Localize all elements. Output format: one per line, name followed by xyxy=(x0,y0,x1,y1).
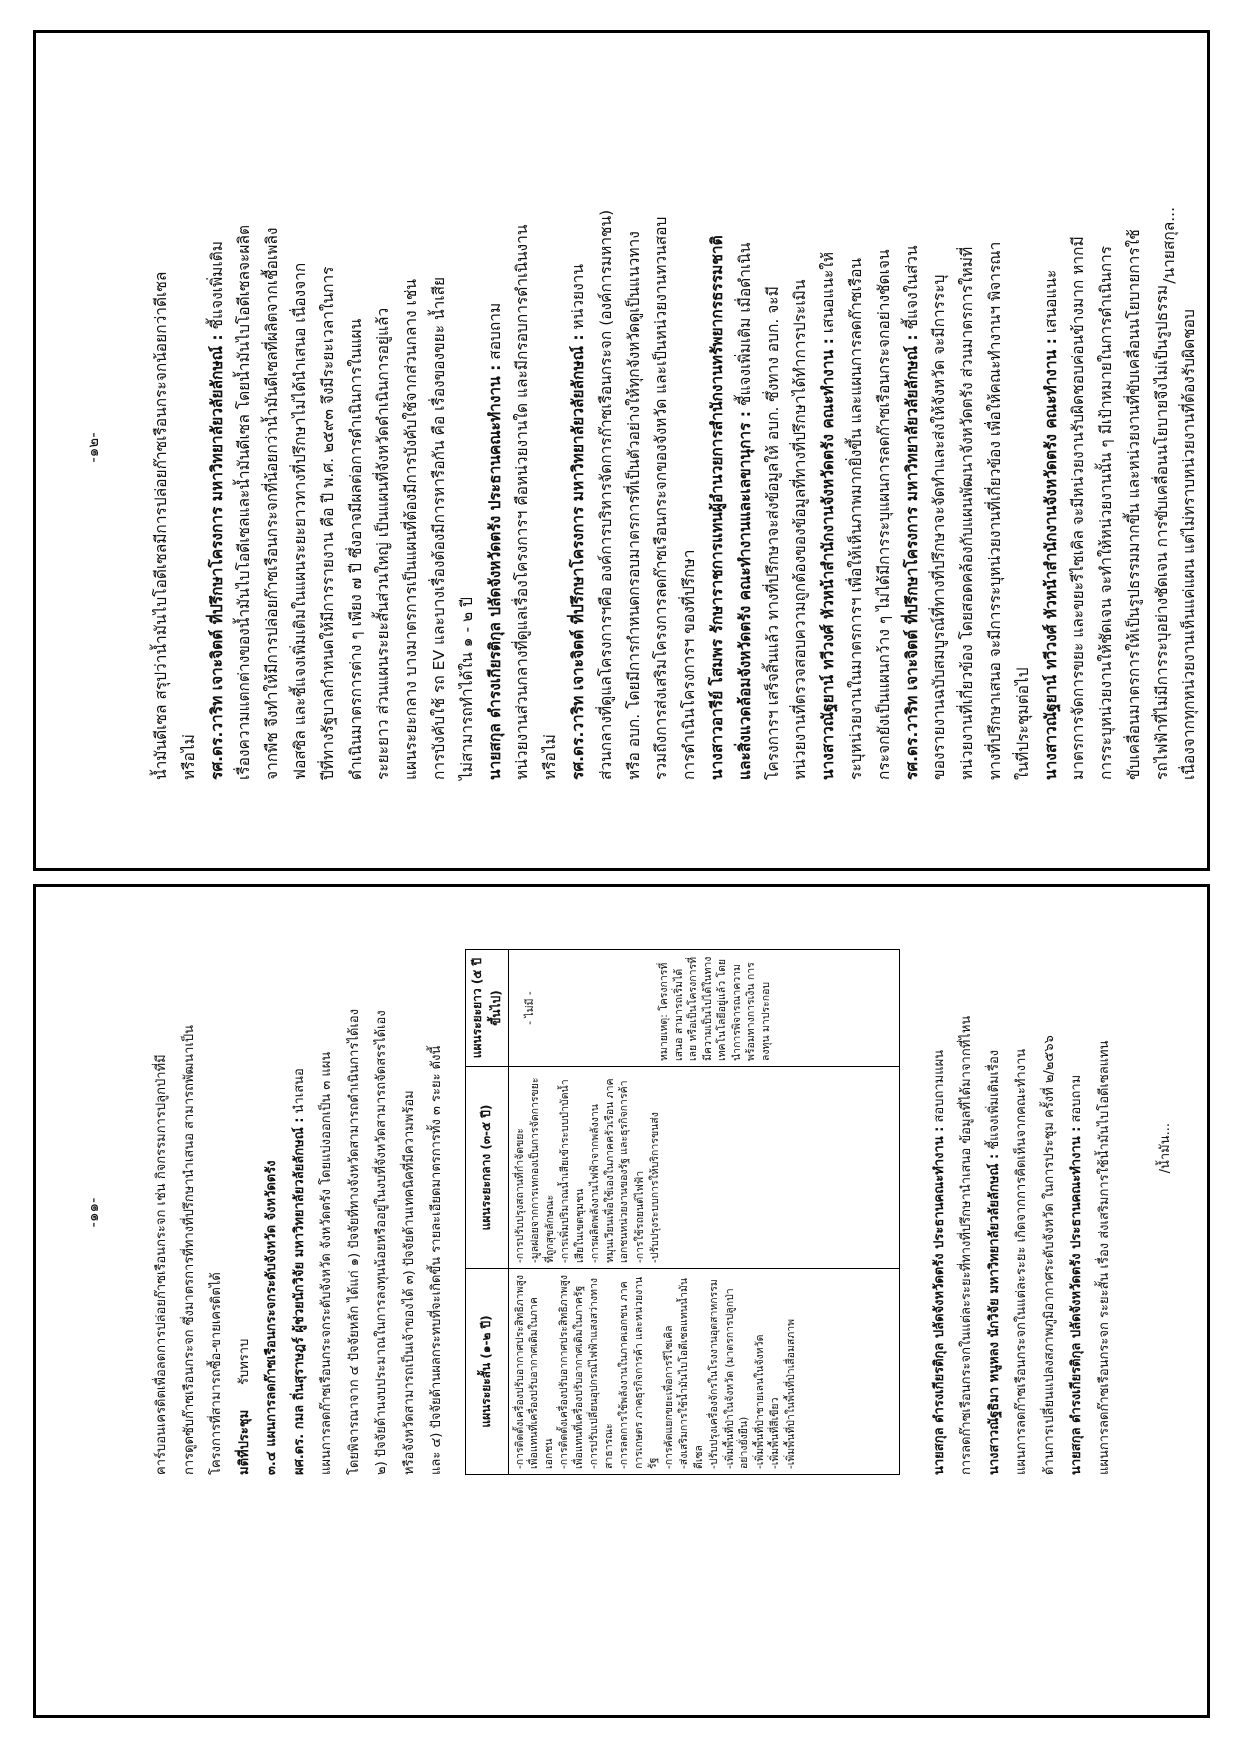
measure-item: -เพิ่มพื้นที่สีเขียว xyxy=(769,1397,781,1469)
text-line: เนื่องจากทุกหน่วยงานเห็นแค่แผน แต่ไม่ทราบหน่วยงานที่ต้องรับผิดชอบ xyxy=(1180,309,1199,780)
speaker-name: มติที่ประชุม xyxy=(236,1409,252,1475)
text-line: ทางที่ปรึกษาเสนอ จะมีการระบุหน่วยงานที่เกี่ยวข้อง เพื่อให้คณะทำงานฯ พิจารณา xyxy=(985,241,1004,780)
text-line: คาร์บอนเครดิตเพื่อลดการปล่อยก๊าซเรือนกระจก เช่น กิจกรรมการปลูกป่าที่มี xyxy=(154,1054,169,1475)
long-term-measures-cell xyxy=(508,950,899,1067)
text-line: หน่วยงานส่วนกลางที่ดูแลเรื่องโครงการฯ คือหน่วยงานใด และมีกรอบการดำเนินงาน xyxy=(513,224,532,780)
text-line: ดำเนินมาตรการต่าง ๆ เพียง ๗ ปี ซึ่งอาจมีผลต่อการดำเนินการในแผน xyxy=(346,318,365,780)
speaker-name: นางสาวณัฐยาน์ ทวีวงศ์ หัวหน้าสำนักงานจังหวัดตรัง คณะทำงาน : xyxy=(1041,338,1060,780)
text-line: หน่วยงานที่เกี่ยวข้อง โดยสอดคล้องกับแผนพัฒนาจังหวัดตรัง ส่วนมาตรการใหม่ที่ xyxy=(958,246,977,780)
no-data-label: - ไม่มี - xyxy=(523,991,536,1025)
page-number: -๑๑- xyxy=(84,1197,102,1228)
speaker-name: และสิ่งแวดล้อมจังหวัดตรัง คณะทำงานและเลขานุการ : xyxy=(735,411,754,780)
speaker-line: รศ.ดร.วาริท เจาะจิตต์ ที่ปรึกษาโครงการ มหาวิทยาลัยวลัยลักษณ์ : ชี้แจงเพิ่มเติม xyxy=(207,241,226,780)
scanned-page-12 xyxy=(33,30,1210,871)
text-line: โดยพิจารณาจาก ๔ ปัจจัยหลัก ได้แก่ ๑) ปัจจัยที่ทางจังหวัดสามารถดำเนินการได้เอง xyxy=(346,1008,362,1475)
table-header-row xyxy=(465,950,508,1475)
measure-item: -การปรับเปลี่ยนอุปกรณ์ไฟฟ้าแสงสว่างทางสาธารณะ xyxy=(588,1278,615,1469)
column-header-medium-term: แผนระยะกลาง (๓-๕ ปี) xyxy=(465,1067,508,1269)
text-line: การบังคับใช้ รถ EV และบางเรื่องต้องมีการหารือกัน คือ เรื่องของขยะ น้ำเสีย xyxy=(429,276,448,780)
text-line: การลดก๊าซเรือนกระจกในแต่ละระยะที่ทางที่ปรึกษานำเสนอ ข้อมูลที่ได้มาจากที่ไหน xyxy=(959,1015,974,1475)
speaker-name: นางสาวอารีย์ โสมพร รักษาราชการแทนผู้อำนวยการสำนักงานทรัพยากรธรรมชาติ xyxy=(707,235,726,780)
text-line: ระบุหน่วยงานในมาตรการฯ เพื่อให้เห็นภาพมากยิ่งขึ้น และแผนการลดก๊าซเรือน xyxy=(846,257,865,780)
column-header-short-term: แผนระยะสั้น (๑-๒ ปี) xyxy=(465,1269,508,1475)
measure-item: -มูลฝอยจากการเทกองเป็นการจัดการขยะที่ถูกสุขลักษณะ xyxy=(529,1077,556,1263)
text-line: ขับเคลื่อนมาตรการให้เป็นรูปธรรมมากขึ้น และหน่วยงานที่ขับเคลื่อนนโยบายการใช้ xyxy=(1124,229,1143,780)
speaker-name: รศ.ดร.วาริท เจาะจิตต์ ที่ปรึกษาโครงการ มหาวิทยาลัยวลัยลักษณ์ : xyxy=(568,334,587,780)
speaker-line: รศ.ดร.วาริท เจาะจิตต์ ที่ปรึกษาโครงการ มหาวิทยาลัยวลัยลักษณ์ : หน่วยงาน xyxy=(568,264,587,780)
measure-item: -เพิ่มพื้นที่ป่าในพื้นที่ป่าเสื่อมสภาพ xyxy=(784,1318,797,1469)
page-11-text-block-after-table xyxy=(926,950,1119,1475)
text-line: เรื่องความแตกต่างของน้ำมันไบโอดีเซลและน้ำมันดีเซล โดยน้ำมันไบโอดีเซลจะผลิต xyxy=(235,224,254,780)
speaker-name: ผศ.ดร. กมล ถิ่นสุราษฎร์ ผู้ช่วยนักวิจัย มหาวิทยาลัยวลัยลักษณ์ : xyxy=(291,1117,307,1475)
text-line: และ ๔) ปัจจัยด้านผลกระทบที่จะเกิดขึ้น รายละเอียดมาตรการทั้ง ๓ ระยะ ดังนี้ xyxy=(429,1045,444,1475)
speaker-name: นายสกุล ดำรงเกียรติกุล ปลัดจังหวัดตรัง ประธานคณะทำงาน : xyxy=(1069,1126,1084,1475)
measure-item: -ส่งเสริมการใช้น้ำมันไบโอดีเซลแทนน้ำมันดีเซล xyxy=(678,1277,705,1469)
measure-item: -การติดตั้งเครื่องปรับอากาศประสิทธิภาพสูง เพื่อแทนที่เครื่องปรับอากาศเดิมในภาครัฐ xyxy=(558,1275,585,1469)
text-line: ในที่ประชุมต่อไป xyxy=(1013,667,1032,780)
text-line: ๒) ปัจจัยด้านงบประมาณในการลงทุนน้อยหรืออยู่ในงบที่จังหวัดสามารถจัดสรรได้เอง xyxy=(374,1010,389,1475)
page-11-rotated-content xyxy=(36,887,1207,1715)
text-line: โครงการที่สามารถซื้อ-ขายเครดิตได้ xyxy=(209,1272,224,1475)
speaker-name: รศ.ดร.วาริท เจาะจิตต์ ที่ปรึกษาโครงการ มหาวิทยาลัยวลัยลักษณ์ : xyxy=(207,334,226,780)
measure-item: -การลดการใช้พลังงานในภาคเอกชน ภาคการเกษตร ภาคธุรกิจการค้า และหน่วยงานรัฐ xyxy=(618,1276,659,1469)
measure-item: -เพิ่มพื้นที่ป่าในจังหวัด (มาตรการปลูกป่าอย่างยั่งยืน) xyxy=(723,1288,750,1469)
speaker-line: นายสกุล ดำรงเกียรติกุล ปลัดจังหวัดตรัง ประธานคณะทำงาน : สอบถาม xyxy=(485,302,504,780)
text-line: ไม่สามารถทำได้ใน ๑ - ๒ ปี xyxy=(457,597,476,780)
text-line: การระบุหน่วยงานให้ชัดเจน จะทำให้หน่วยงานนั้น ๆ มีเป้าหมายในการดำเนินการ xyxy=(1097,245,1116,780)
page-12-text-block xyxy=(148,115,1204,780)
speaker-line: นางสาวณัฐธิมา หนูหลง นักวิจัย มหาวิทยาลัยวลัยลักษณ์ : ชี้แจงเพิ่มเติมเรื่อง xyxy=(986,1049,1002,1475)
speaker-name: นางสาวณัฐยาน์ ทวีวงศ์ หัวหน้าสำนักงานจังหวัดตรัง คณะทำงาน : xyxy=(819,338,838,780)
text-line: รวมถึงการส่งเสริมโครงการลดก๊าซเรือนกระจกของจังหวัด และเป็นหน่วยงานทวนสอบ xyxy=(652,216,671,780)
speaker-line: นายสกุล ดำรงเกียรติกุล ปลัดจังหวัดตรัง ประธานคณะทำงาน : สอบถาม xyxy=(1069,1074,1084,1475)
page-number: -๑๒- xyxy=(84,432,102,463)
speaker-line: นายสกุล ดำรงเกียรติกุล ปลัดจังหวัดตรัง ประธานคณะทำงาน : สอบถามแผน xyxy=(931,1049,947,1475)
text-line: หรือไม่ xyxy=(541,734,560,780)
text-line: โครงการฯ เสร็จสิ้นแล้ว ทางที่ปรึกษาจะส่งข้อมูลให้ อบก. ซึ่งทาง อบก. จะมี xyxy=(763,286,782,780)
speaker-line: มติที่ประชุม รับทราบ xyxy=(236,1338,252,1475)
text-line: หรือ อบก. โดยมีการกำหนดกรอบมาตรการที่เป็นตัวอย่างให้ทุกจังหวัดดูเป็นแนวทาง xyxy=(624,231,643,780)
text-line: ปีที่ทางรัฐบาลกำหนดให้มีการรายงาน คือ ปี พ.ศ. ๒๕๙๓ จึงมีระยะเวลาในการ xyxy=(318,266,337,780)
speaker-line xyxy=(704,115,732,780)
text-line: การดูดซับก๊าซเรือนกระจก ซึ่งมาตรการที่ทางที่ปรึกษานำเสนอ สามารถพัฒนาเป็น xyxy=(181,1024,197,1475)
text-line: หรือไม่ xyxy=(179,734,198,780)
measure-item: -การคัดแยกขยะเพื่อการรีไซเคิล xyxy=(662,1325,675,1469)
text-line: แผนการลดก๊าซเรือนกระจก ระยะสั้น เรื่อง ส่งเสริมการใช้น้ำมันไบโอดีเซลแทน xyxy=(1096,1040,1112,1475)
scanned-page-11 xyxy=(33,884,1210,1718)
measure-item: -เพิ่มพื้นที่ป่าชายเลนในจังหวัด xyxy=(753,1334,766,1469)
measure-item: -การใช้รถยนต์ไฟฟ้า xyxy=(633,1170,646,1263)
measure-item: -การปรับปรุงสถานที่กำจัดขยะ xyxy=(513,1127,526,1263)
page-11-text-block-before-table xyxy=(148,950,451,1475)
speaker-line: และสิ่งแวดล้อมจังหวัดตรัง คณะทำงานและเลขานุการ : ชี้แจงเพิ่มเติม เมื่อดำเนิน xyxy=(735,242,754,780)
text-line: รถไฟฟ้าที่ไม่มีการระบุอย่างชัดเจน การขับเคลื่อนนโยบายจึงไม่เป็นรูปธรรม xyxy=(1152,284,1171,780)
text-line: ระยะยาว ส่วนแผนระยะสั้นส่วนใหญ่ เป็นแผนที่จังหวัดดำเนินการอยู่แล้ว xyxy=(374,307,393,780)
speaker-name: รศ.ดร.วาริท เจาะจิตต์ ที่ปรึกษาโครงการ มหาวิทยาลัยวลัยลักษณ์ : xyxy=(902,334,921,780)
speaker-line: นางสาวณัฐยาน์ ทวีวงศ์ หัวหน้าสำนักงานจังหวัดตรัง คณะทำงาน : เสนอแนะ xyxy=(1041,269,1060,780)
speaker-line: ผศ.ดร. กมล ถิ่นสุราษฎร์ ผู้ช่วยนักวิจัย มหาวิทยาลัยวลัยลักษณ์ : นำเสนอ xyxy=(291,1068,307,1475)
continuation-marker: /นายสกุล... xyxy=(1160,207,1178,284)
text-line: ด้านการเปลี่ยนแปลงสภาพภูมิอากาศระดับจังหวัด ในการประชุม ครั้งที่ ๒/๒๕๖๖ xyxy=(1041,1035,1057,1475)
ghg-reduction-plan-table xyxy=(465,949,900,1475)
text-line: การดำเนินโครงการฯ ของที่ปรึกษา xyxy=(680,549,699,780)
speaker-line: รศ.ดร.วาริท เจาะจิตต์ ที่ปรึกษาโครงการ มหาวิทยาลัยวลัยลักษณ์ : ชี้แจงในส่วน xyxy=(902,245,921,780)
page-12-rotated-content xyxy=(36,33,1207,868)
text-line: จากพืช จึงทำให้มีการปล่อยก๊าซเรือนกระจกที่น้อยกว่าน้ำมันดีเซลที่ผลิตจากเชื้อเพลิง xyxy=(263,227,282,780)
text-line: ฟอสซิล และชี้แจงเพิ่มเติมในแผนระยะยาวทางที่ปรึกษาไม่ได้นำเสนอ เนื่องจาก xyxy=(290,262,309,780)
speaker-name: นางสาวณัฐธิมา หนูหลง นักวิจัย มหาวิทยาลัยวลัยลักษณ์ : xyxy=(986,1153,1002,1475)
medium-term-measures-cell xyxy=(508,1067,899,1269)
table-body-row xyxy=(508,950,899,1475)
text-line: แผนระยะกลาง บางมาตรการเป็นแผนที่ต้องมีการบังคับใช้จากส่วนกลาง เช่น xyxy=(402,279,421,780)
continuation-marker: /น้ำมัน... xyxy=(1158,1123,1173,1174)
speaker-line: นางสาวณัฐยาน์ ทวีวงศ์ หัวหน้าสำนักงานจังหวัดตรัง คณะทำงาน : เสนอแนะให้ xyxy=(819,251,838,780)
column-header-long-term: แผนระยะยาว (๕ ปีขึ้นไป) xyxy=(465,950,508,1067)
speaker-name: นายสกุล ดำรงเกียรติกุล ปลัดจังหวัดตรัง ประธานคณะทำงาน : xyxy=(485,364,504,780)
measure-item: -ปรับปรุงระบบการให้บริการขนส่ง xyxy=(649,1112,661,1263)
text-line: น้ำมันดีเซล สรุปว่าน้ำมันไบโอดีเซลมีการปล่อยก๊าซเรือนกระจกน้อยกว่าดีเซล xyxy=(152,271,170,780)
speaker-name: ๓.๔ แผนการลดก๊าซเรือนกระจกระดับจังหวัด จังหวัดตรัง xyxy=(264,1160,279,1475)
text-line: แผนการลดก๊าซเรือนกระจกในแต่ละระยะ เกิดจากการคิดเห็นจากคณะทำงาน xyxy=(1014,1048,1029,1475)
text-line: มาตรการจัดการขยะ และขยะรีไซเคิล จะมีหน่วยงานรับผิดชอบค่อนข้างมาก หากมี xyxy=(1069,236,1088,780)
short-term-measures-cell xyxy=(508,1269,899,1475)
measure-item: -การผลิตพลังงานไฟฟ้าจากพลังงานหมุนเวียนเพื่อใช้เองในภาคครัวเรือน ภาคเอกชนหน่วยงานของรัฐ และธุรกิจการค้า xyxy=(589,1078,630,1263)
measure-item: -การติดตั้งเครื่องปรับอากาศประสิทธิภาพสูง เพื่อแทนที่เครื่องปรับอากาศเดิมในภาคเอกชน xyxy=(513,1275,555,1469)
text-line: หน่วยงานที่ตรวจสอบความถูกต้องของข้อมูลที่ทางที่ปรึกษาได้ทำการประเมิน xyxy=(791,279,810,780)
measure-item: -การเพิ่มปริมาณน้ำเสียเข้าระบบบำบัดน้ำเสียในเขตชุมชน xyxy=(559,1079,586,1263)
text-line: ของรายงานฉบับสมบูรณ์ที่ทางที่ปรึกษาจะจัดทำและส่งให้จังหวัด จะมีการระบุ xyxy=(930,274,949,780)
speaker-line xyxy=(258,950,286,1475)
text-line: แผนการลดก๊าซเรือนกระจกระดับจังหวัด จังหวัดตรัง โดยแบ่งออกเป็น ๓ แผน xyxy=(319,1051,334,1475)
measure-item: -ปรับปรุงเครื่องจักรในโรงงานอุตสาหกรรม xyxy=(708,1279,720,1469)
text-line: กระจกยังเป็นแผนกว้าง ๆ ไม่ได้มีการระบุแผนการลดก๊าซเรือนกระจกอย่างชัดเจน xyxy=(874,249,893,780)
table-note: หมายเหตุ: โครงการที่เสนอ สามารถเริ่มได้เลย หรือเป็นโครงการที่มีความเป็นไปได้ในทางเทคโนโลยีอยู่แล้ว โดยนำการพิจารณาความพร้อมทางการเงิน การลงทุน มาประกอบ xyxy=(658,956,772,1061)
text-line: ส่วนกลางที่ดูแลโครงการฯคือ องค์การบริหารจัดการก๊าซเรือนกระจก (องค์การมหาชน) xyxy=(596,209,615,780)
text-line: หรือจังหวัดสามารถเป็นเจ้าของได้ ๓) ปัจจัยด้านเทคนิคที่มีความพร้อม xyxy=(401,1090,417,1475)
speaker-name: นายสกุล ดำรงเกียรติกุล ปลัดจังหวัดตรัง ประธานคณะทำงาน : xyxy=(931,1126,947,1475)
